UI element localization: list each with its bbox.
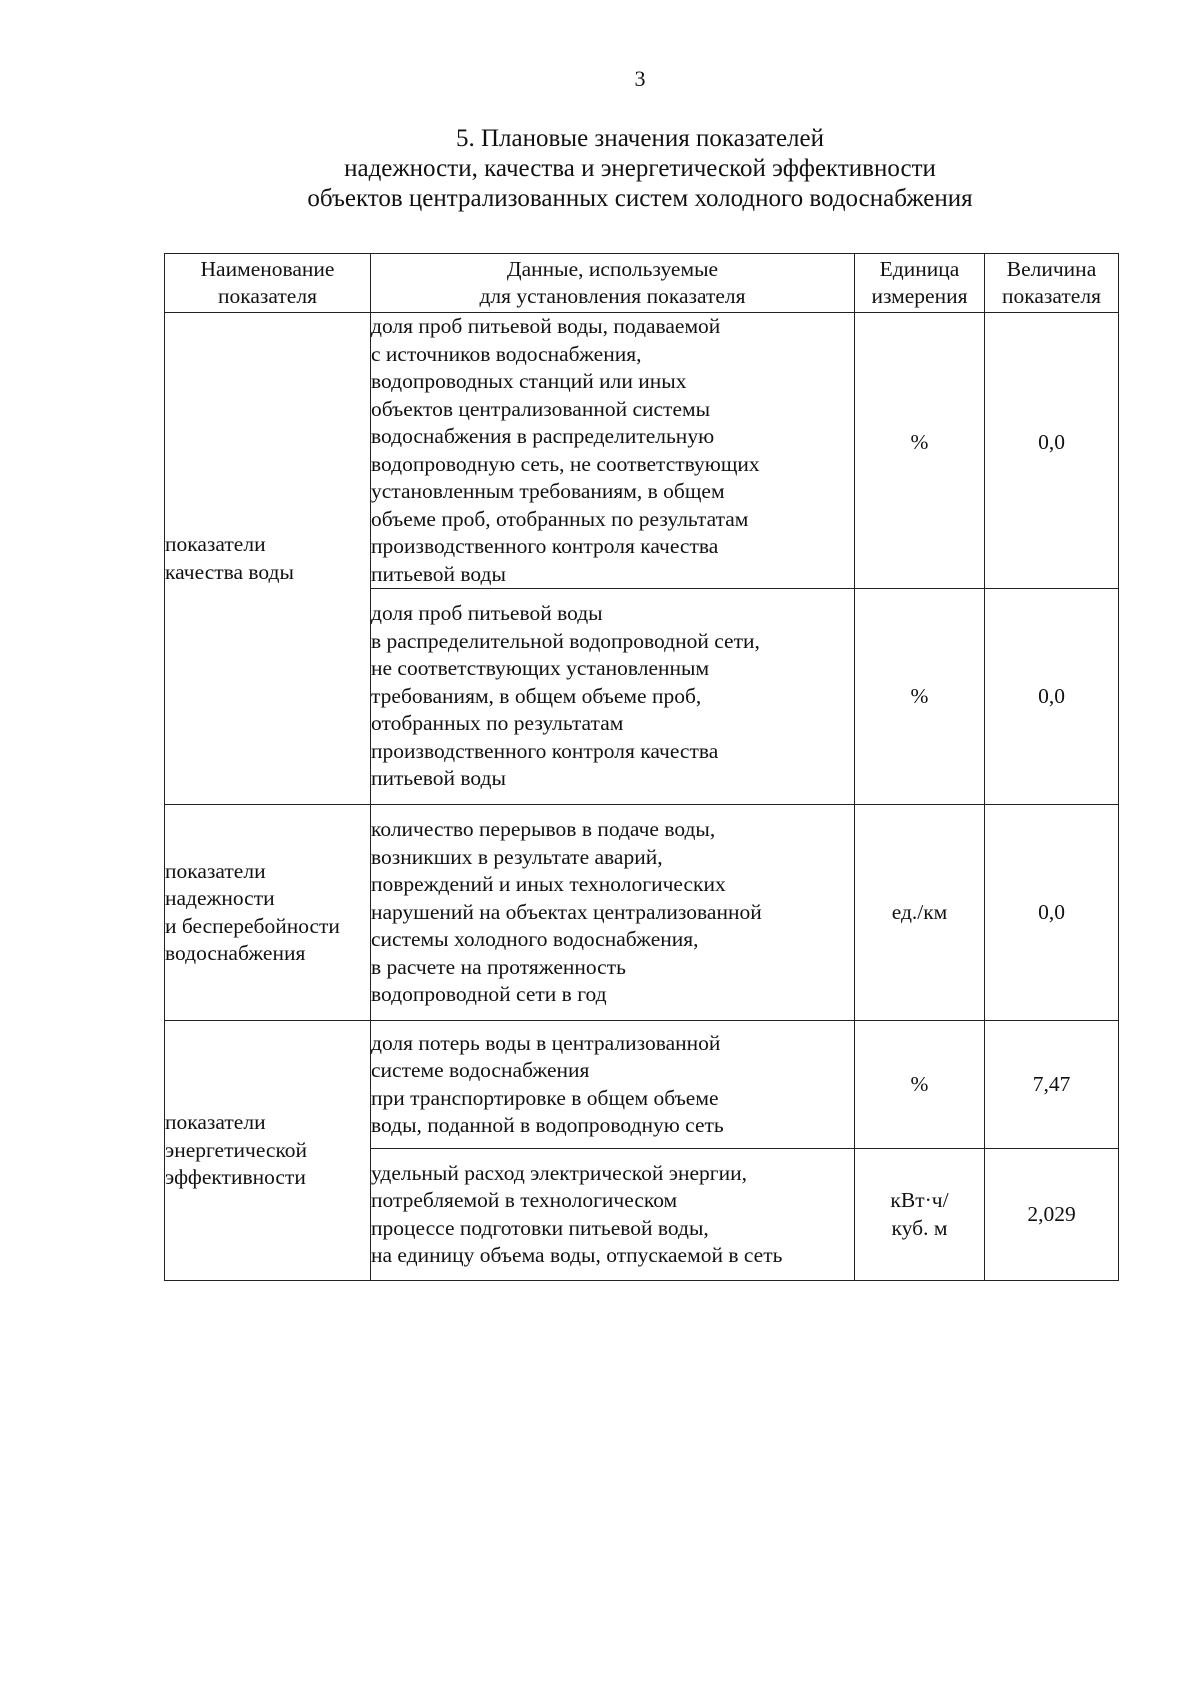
indicator-description [371, 1149, 855, 1281]
table-row [165, 805, 1119, 1021]
description-line: в распределительной водопроводной сети, [371, 628, 760, 653]
header-data: Данные, используемые для установления показателя [371, 254, 855, 313]
indicator-group-name: показатели качества воды [165, 313, 371, 805]
description-line: системы холодного водоснабжения, [371, 927, 699, 952]
description-line: повреждений и иных технологических [371, 872, 726, 897]
indicator-description [371, 589, 855, 805]
indicators-table [164, 253, 1119, 1281]
indicator-value: 0,0 [985, 589, 1119, 805]
description-line: производственного контроля качества [371, 534, 719, 558]
description-line: процессе подготовки питьевой воды, [371, 1215, 709, 1240]
description-line: с источников водоснабжения, [371, 341, 642, 366]
description-line: отобранных по результатам [371, 711, 624, 736]
description-line: на единицу объема воды, отпускаемой в сеть [371, 1243, 783, 1267]
header-unit: Единица измерения [855, 254, 985, 313]
title-line: надежности, качества и энергетической эффективности [344, 155, 936, 182]
indicator-unit: ед./км [855, 805, 985, 1021]
description-line: нарушений на объектах централизованной [371, 899, 762, 924]
indicator-value: 2,029 [985, 1149, 1119, 1281]
indicator-unit: % [855, 313, 985, 589]
description-line: водопроводную сеть, не соответствующих [371, 451, 760, 476]
description-line: удельный расход электрической энергии, [371, 1160, 748, 1185]
description-line: системе водоснабжения [371, 1058, 590, 1082]
indicator-value: 7,47 [985, 1021, 1119, 1149]
description-line: производственного контроля качества [371, 738, 719, 763]
indicator-unit: % [855, 589, 985, 805]
description-line: установленным требованиям, в общем [371, 479, 725, 503]
indicator-group-name: показатели надежности и бесперебойности водоснабжения [165, 805, 371, 1021]
description-line: питьевой воды [371, 561, 506, 586]
description-line: количество перерывов в подаче воды, [371, 817, 716, 842]
indicator-value: 0,0 [985, 805, 1119, 1021]
description-line: при транспортировке в общем объеме [371, 1085, 719, 1110]
title-line: 5. Плановые значения показателей [455, 125, 825, 152]
description-line: доля проб питьевой воды, подаваемой [371, 314, 721, 338]
title-line: объектов централизованных систем холодного водоснабжения [307, 185, 973, 212]
indicator-description [371, 805, 855, 1021]
description-line: доля потерь воды в централизованной [371, 1030, 721, 1055]
indicator-group-name: показатели энергетической эффективности [165, 1021, 371, 1281]
indicator-value: 0,0 [985, 313, 1119, 589]
indicator-description [371, 1021, 855, 1149]
description-line: водоснабжения в распределительную [371, 424, 715, 448]
description-line: воды, поданной в водопроводную сеть [371, 1113, 724, 1137]
indicator-unit: % [855, 1021, 985, 1149]
table-header-row [165, 254, 1119, 313]
indicator-unit: кВт·ч/ куб. м [855, 1149, 985, 1281]
header-value: Величина показателя [985, 254, 1119, 313]
document-title [160, 124, 1120, 214]
header-name: Наименование показателя [165, 254, 371, 313]
description-line: питьевой воды [371, 766, 506, 791]
description-line: водопроводной сети в год [371, 982, 607, 1007]
description-line: объектов централизованной системы [371, 396, 711, 421]
description-line: требованиям, в общем объеме проб, [371, 683, 702, 708]
description-line: водопроводных станций или иных [371, 369, 687, 393]
indicator-description [371, 313, 855, 589]
page-number: 3 [634, 66, 646, 91]
description-line: доля проб питьевой воды [371, 601, 603, 626]
description-line: в расчете на протяженность [371, 954, 626, 979]
description-line: объеме проб, отобранных по результатам [371, 506, 749, 531]
table-row [165, 313, 1119, 589]
description-line: не соответствующих установленным [371, 656, 710, 681]
description-line: возникших в результате аварий, [371, 844, 663, 869]
description-line: потребляемой в технологическом [371, 1188, 678, 1212]
table-row [165, 1021, 1119, 1149]
